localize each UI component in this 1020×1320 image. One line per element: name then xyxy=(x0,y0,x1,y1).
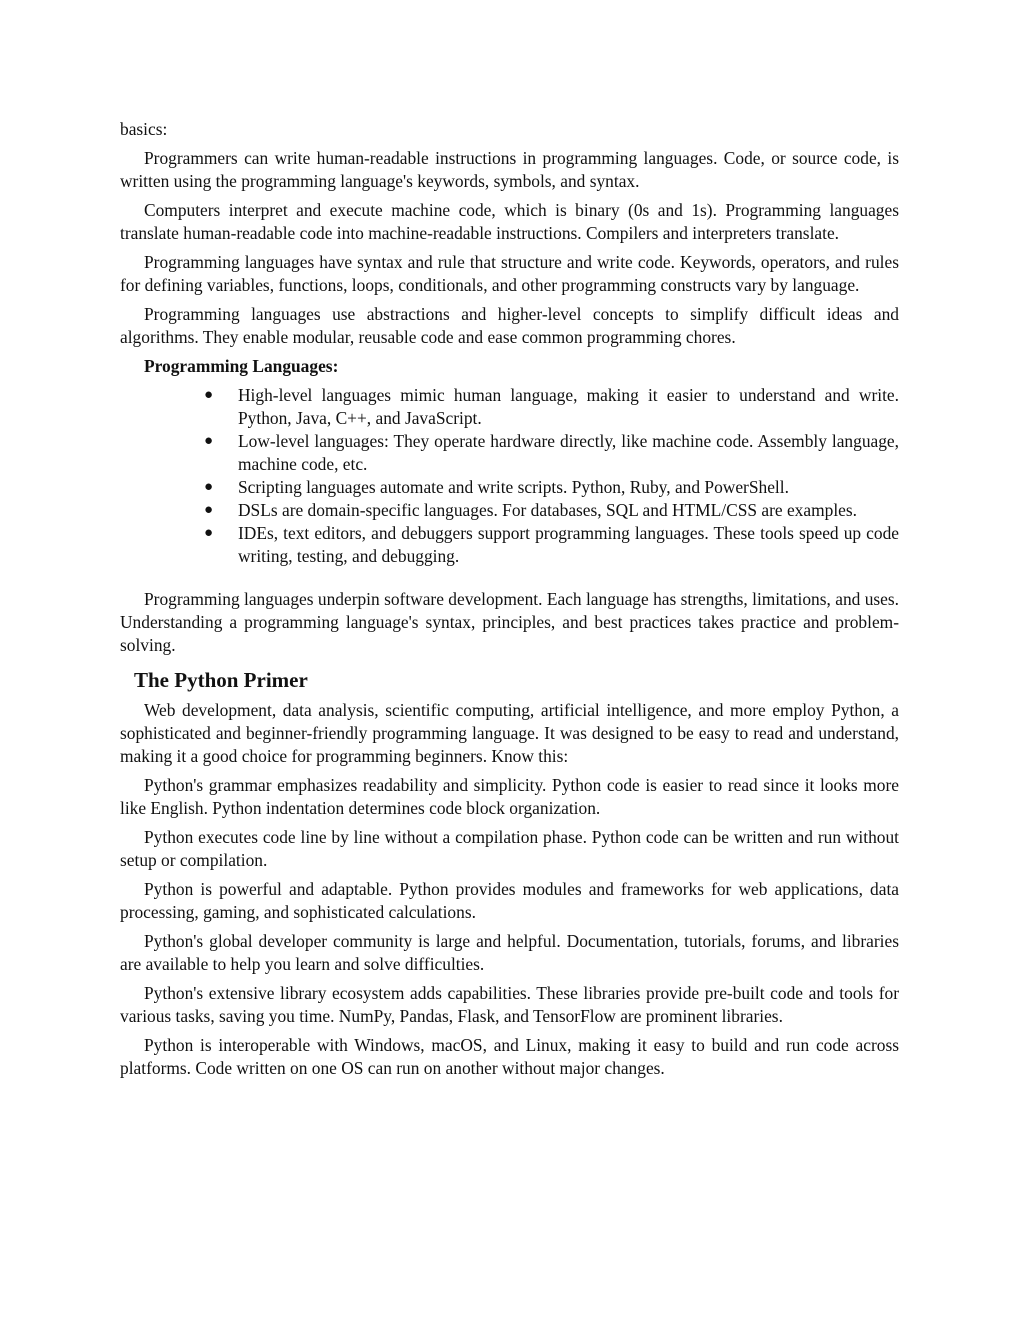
list-item xyxy=(204,499,899,522)
python-paragraph: Python is powerful and adaptable. Python provides modules and frameworks for web applications, data processing, gaming, and sophisticated calculations. xyxy=(120,879,899,922)
intro-paragraph: Programmers can write human-readable instructions in programming languages. Code, or source code, is written using the programming language's keywords, symbols, and syntax. xyxy=(120,148,899,191)
list-item xyxy=(204,522,899,568)
bullet-icon: ● xyxy=(204,502,214,518)
intro-paragraph: Computers interpret and execute machine code, which is binary (0s and 1s). Programming languages translate human-readable code into machine-readable instructions. Compilers and interpreters translate. xyxy=(120,200,899,243)
bullet-icon: ● xyxy=(204,479,214,495)
python-paragraph: Python executes code line by line without a compilation phase. Python code can be written and run without setup or compilation. xyxy=(120,827,899,870)
list-item-text: Scripting languages automate and write scripts. Python, Ruby, and PowerShell. xyxy=(238,477,789,497)
python-paragraph: Web development, data analysis, scientific computing, artificial intelligence, and more employ Python, a sophisticated and beginner-friendly programming language. It was designed to be easy to read and understand, making it a good choice for programming beginners. Know this: xyxy=(120,700,899,766)
bullet-icon: ● xyxy=(204,525,214,541)
languages-closing-paragraph: Programming languages underpin software development. Each language has strengths, limitations, and uses. Understanding a programming language's syntax, principles, and best practices takes practice and problem-solving. xyxy=(120,589,899,655)
bullet-icon: ● xyxy=(204,433,214,449)
list-item-text: DSLs are domain-specific languages. For databases, SQL and HTML/CSS are examples. xyxy=(238,500,857,520)
list-item xyxy=(204,476,899,499)
list-item-text: IDEs, text editors, and debuggers support programming languages. These tools speed up code writing, testing, and debugging. xyxy=(238,523,899,566)
python-paragraph: Python is interoperable with Windows, macOS, and Linux, making it easy to build and run code across platforms. Code written on one OS can run on another without major changes. xyxy=(120,1035,899,1078)
list-item-text: High-level languages mimic human language, making it easier to understand and write. Python, Java, C++, and JavaScript. xyxy=(238,385,899,428)
python-paragraph: Python's extensive library ecosystem adds capabilities. These libraries provide pre-built code and tools for various tasks, saving you time. NumPy, Pandas, Flask, and TensorFlow are prominent libraries. xyxy=(120,983,899,1026)
intro-lead: basics: xyxy=(120,119,168,139)
intro-paragraph: Programming languages use abstractions and higher-level concepts to simplify difficult ideas and algorithms. They enable modular, reusable code and ease common programming chores. xyxy=(120,304,899,347)
bullet-icon: ● xyxy=(204,387,214,403)
python-paragraph: Python's global developer community is large and helpful. Documentation, tutorials, forums, and libraries are available to help you learn and solve difficulties. xyxy=(120,931,899,974)
python-paragraph: Python's grammar emphasizes readability and simplicity. Python code is easier to read since it looks more like English. Python indentation determines code block organization. xyxy=(120,775,899,818)
list-item xyxy=(204,430,899,476)
languages-heading: Programming Languages: xyxy=(144,356,339,376)
list-item-text: Low-level languages: They operate hardware directly, like machine code. Assembly language, machine code, etc. xyxy=(238,431,899,474)
section-title: The Python Primer xyxy=(134,668,308,692)
list-item xyxy=(204,384,899,430)
intro-paragraph: Programming languages have syntax and rule that structure and write code. Keywords, operators, and rules for defining variables, functions, loops, conditionals, and other programming constructs vary by language. xyxy=(120,252,899,295)
document-page xyxy=(120,118,899,1086)
languages-list xyxy=(120,384,899,568)
